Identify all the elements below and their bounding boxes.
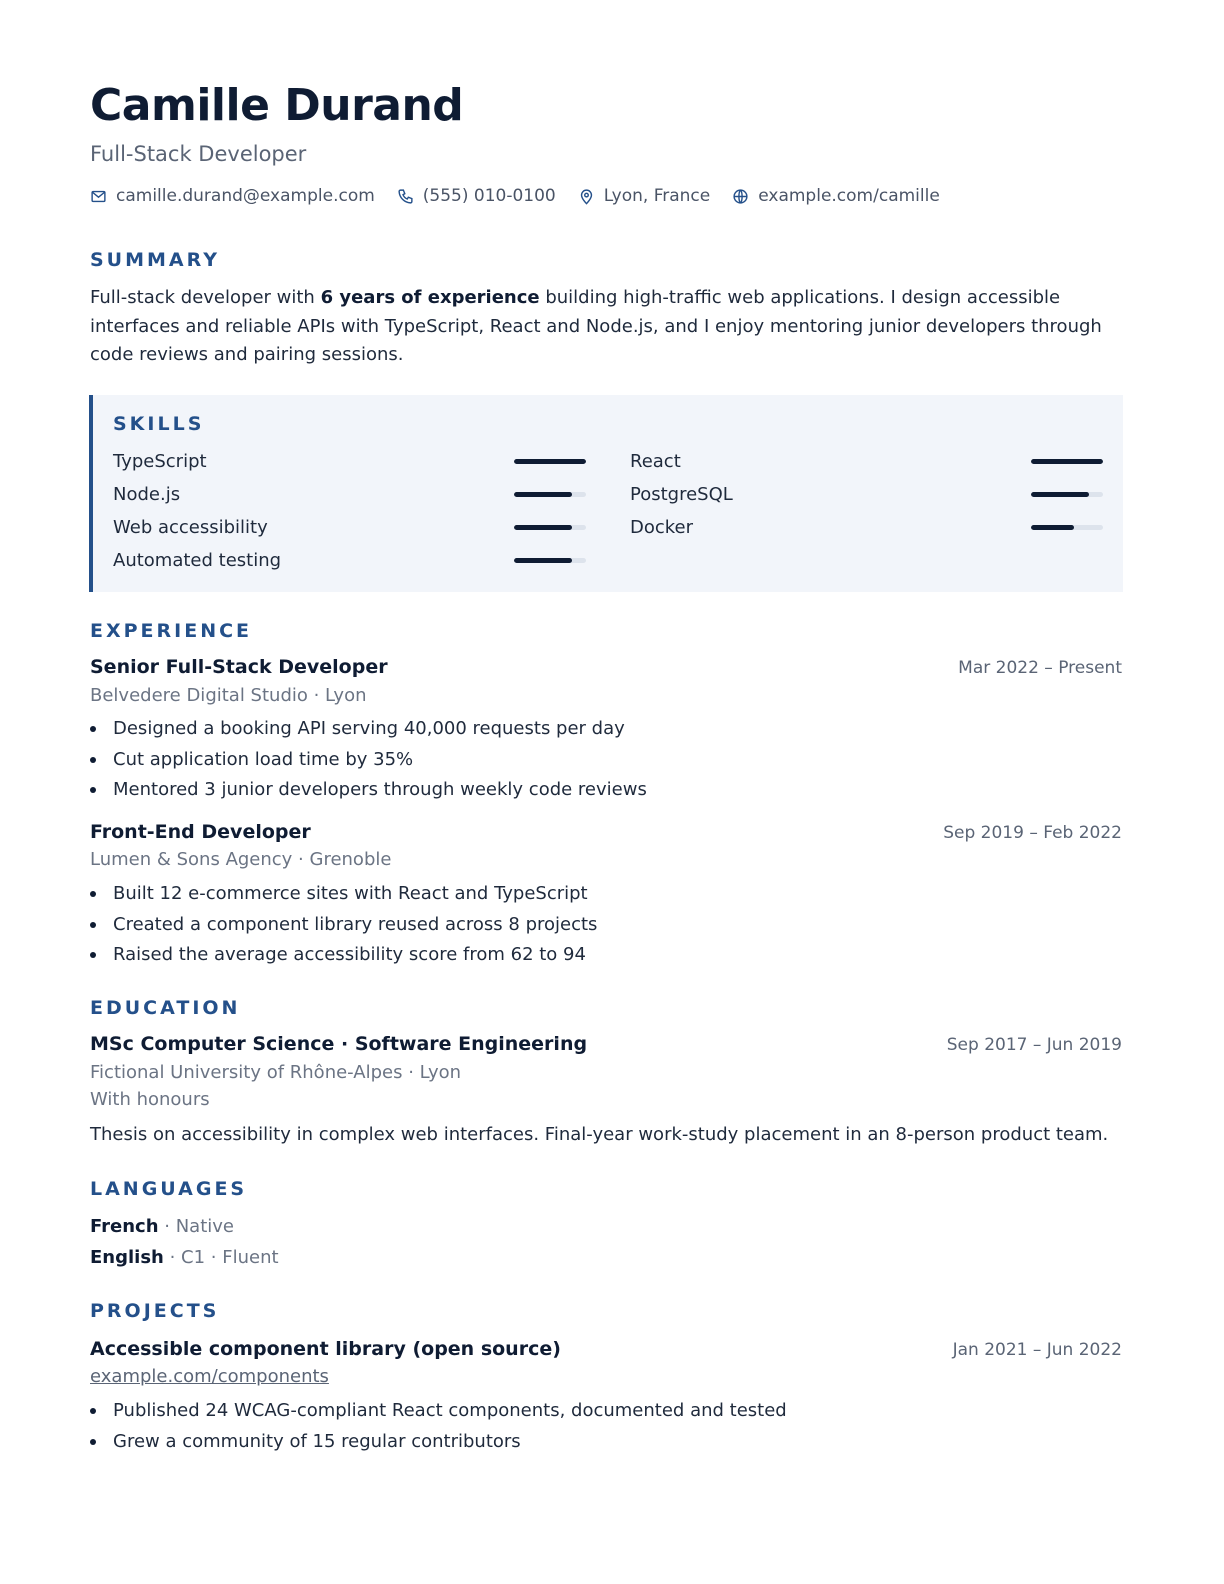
summary-heading: SUMMARY xyxy=(90,249,220,271)
skill-level-fill xyxy=(514,558,572,563)
list-item: Raised the average accessibility score from 62 to 94 xyxy=(90,940,597,971)
language-name: English xyxy=(90,1247,164,1268)
candidate-name: Camille Durand xyxy=(90,80,464,131)
language-name: French xyxy=(90,1216,159,1237)
language-level: · Native xyxy=(158,1216,234,1237)
list-item: Cut application load time by 35% xyxy=(90,745,647,776)
skill-level-bar xyxy=(1031,525,1103,530)
skill-level-fill xyxy=(514,525,572,530)
skill-name: Docker xyxy=(630,517,694,538)
language-item xyxy=(90,1245,279,1271)
skill-level-fill xyxy=(1031,492,1089,497)
skills-heading: SKILLS xyxy=(113,413,205,435)
summary-text-start: Full-stack developer with xyxy=(90,287,321,308)
skill-level-bar xyxy=(514,525,586,530)
list-item: Published 24 WCAG-compliant React components, documented and tested xyxy=(90,1396,787,1427)
skill-level-bar xyxy=(1031,492,1103,497)
list-item: Created a component library reused across 8 projects xyxy=(90,910,597,941)
job-bullets xyxy=(90,714,647,806)
education-description: Thesis on accessibility in complex web interfaces. Final-year work-study placement in an 8-person product team. xyxy=(90,1124,1109,1145)
skill-name: Web accessibility xyxy=(113,517,268,538)
skill-name: Automated testing xyxy=(113,550,282,571)
job-organization: Belvedere Digital Studio · Lyon xyxy=(90,685,367,706)
contact-email[interactable] xyxy=(90,184,375,208)
project-link[interactable]: example.com/components xyxy=(90,1366,329,1387)
experience-heading: EXPERIENCE xyxy=(90,620,253,642)
contact-website[interactable] xyxy=(732,184,940,208)
skill-name: Node.js xyxy=(113,484,181,505)
project-title: Accessible component library (open source) xyxy=(90,1338,561,1360)
skill-level-bar xyxy=(514,558,586,563)
education-heading: EDUCATION xyxy=(90,997,241,1019)
phone-icon xyxy=(397,188,414,205)
skills-panel xyxy=(89,395,1123,592)
education-date: Sep 2017 – Jun 2019 xyxy=(946,1035,1122,1055)
list-item: Mentored 3 junior developers through weekly code reviews xyxy=(90,775,647,806)
list-item: Built 12 e-commerce sites with React and TypeScript xyxy=(90,879,597,910)
job-title: Front-End Developer xyxy=(90,821,311,843)
job-title: Senior Full-Stack Developer xyxy=(90,656,388,678)
job-date: Mar 2022 – Present xyxy=(958,658,1122,678)
skill-level-bar xyxy=(514,459,586,464)
projects-heading: PROJECTS xyxy=(90,1300,220,1322)
contact-website-text: example.com/camille xyxy=(758,186,940,206)
job-organization: Lumen & Sons Agency · Grenoble xyxy=(90,849,392,870)
skill-level-bar xyxy=(514,492,586,497)
skill-name: PostgreSQL xyxy=(630,484,733,505)
project-bullets xyxy=(90,1396,787,1457)
summary-highlight: 6 years of experience xyxy=(320,287,540,308)
language-level: · C1 · Fluent xyxy=(163,1247,279,1268)
contact-bar xyxy=(90,184,962,208)
job-date: Sep 2019 – Feb 2022 xyxy=(943,823,1122,843)
school-name: Fictional University of Rhône-Alpes · Lyon xyxy=(90,1062,462,1083)
contact-location xyxy=(578,184,710,208)
skill-level-fill xyxy=(514,492,572,497)
skill-level-fill xyxy=(514,459,586,464)
skill-name: React xyxy=(630,451,681,472)
contact-email-text: camille.durand@example.com xyxy=(116,186,375,206)
project-date: Jan 2021 – Jun 2022 xyxy=(952,1340,1122,1360)
languages-heading: LANGUAGES xyxy=(90,1178,248,1200)
location-pin-icon xyxy=(578,188,595,205)
skill-level-fill xyxy=(1031,459,1103,464)
contact-phone[interactable] xyxy=(397,184,556,208)
job-bullets xyxy=(90,879,597,971)
skill-name: TypeScript xyxy=(113,451,207,472)
language-item xyxy=(90,1214,234,1240)
candidate-headline: Full-Stack Developer xyxy=(90,142,307,166)
education-honours: With honours xyxy=(90,1089,210,1110)
skill-level-bar xyxy=(1031,459,1103,464)
list-item: Grew a community of 15 regular contributors xyxy=(90,1427,787,1458)
skill-level-fill xyxy=(1031,525,1074,530)
degree-title: MSc Computer Science · Software Engineering xyxy=(90,1033,588,1055)
mail-icon xyxy=(90,188,107,205)
summary-text-end: building high-traffic web applications. I design accessible interfaces and reliable APIs with TypeScript, React and Node.js, and I enjoy mentoring junior developers through code reviews and pairing sessions. xyxy=(90,287,1102,365)
contact-location-text: Lyon, France xyxy=(603,186,711,206)
globe-icon xyxy=(732,188,749,205)
contact-phone-text: (555) 010-0100 xyxy=(422,186,556,206)
summary-text xyxy=(90,284,1110,370)
list-item: Designed a booking API serving 40,000 requests per day xyxy=(90,714,647,745)
